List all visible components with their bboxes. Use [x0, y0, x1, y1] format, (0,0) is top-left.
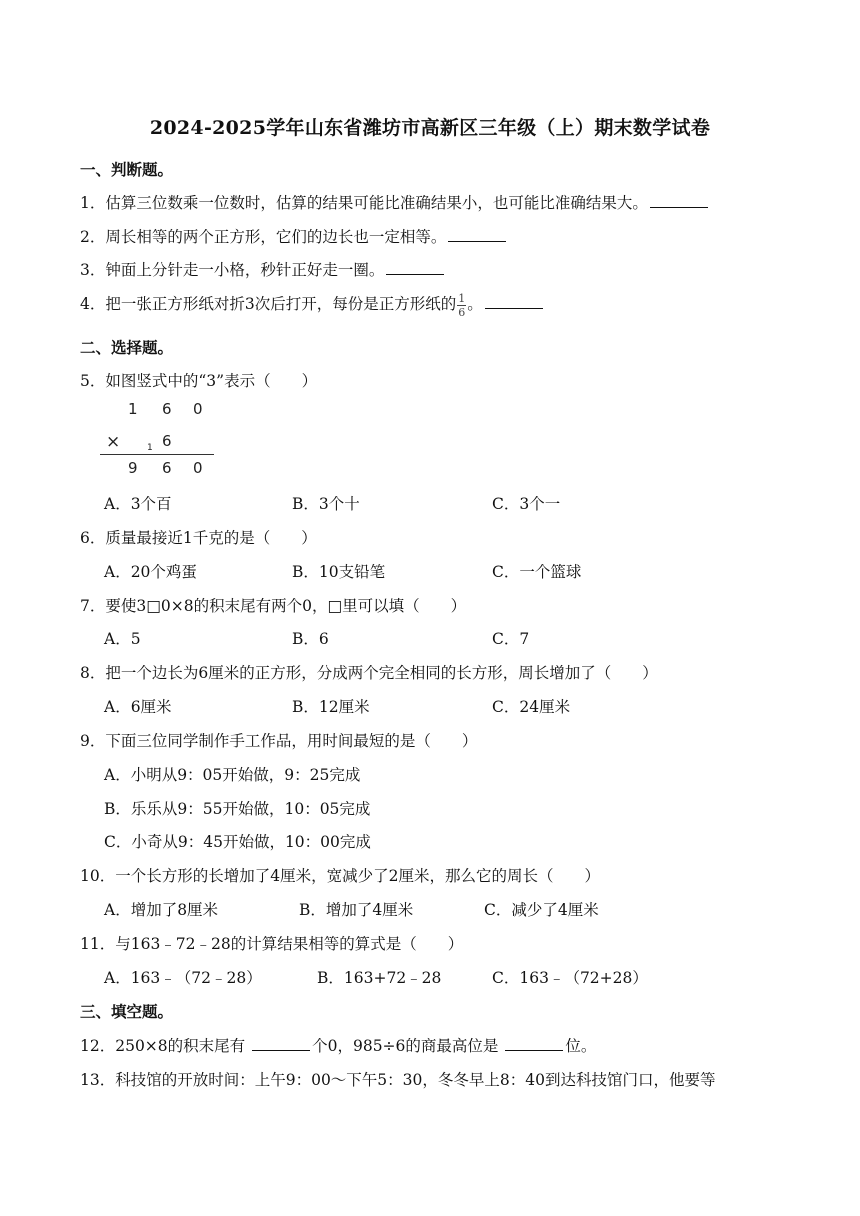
q7-option-a: A．5 [104, 630, 141, 648]
question-12-part-2: 个0，985÷6的商最高位是 [312, 1037, 499, 1055]
q6-option-c: C．一个篮球 [492, 563, 582, 581]
fraction-one-sixth [457, 293, 466, 318]
question-13: 13．科技馆的开放时间：上午9：00～下午5：30，冬冬早上8：40到达科技馆门口，他要等 [80, 1071, 716, 1089]
question-4 [80, 292, 545, 318]
question-12-part-3: 位。 [565, 1037, 597, 1055]
question-2 [80, 225, 508, 247]
section-judgement-heading: 一、判断题。 [80, 160, 174, 179]
question-11: 11．与163﹣72﹣28的计算结果相等的算式是（ ） [80, 935, 464, 953]
question-2-text: 2．周长相等的两个正方形，它们的边长也一定相等。 [80, 228, 447, 246]
q7-option-b: B．6 [292, 630, 329, 648]
section-choice-heading: 二、选择题。 [80, 338, 174, 357]
question-9: 9．下面三位同学制作手工作品，用时间最短的是（ ） [80, 732, 478, 750]
digit: 1 [128, 400, 138, 418]
q10-option-c: C．减少了4厘米 [484, 901, 599, 919]
answer-blank [386, 273, 444, 275]
q11-option-b: B．163+72﹣28 [317, 969, 442, 987]
digit: 6 [162, 400, 172, 418]
vertical-multiplication-figure [100, 396, 216, 482]
digit: 0 [193, 400, 203, 418]
question-3 [80, 258, 446, 280]
section-fill-heading: 三、填空题。 [80, 1002, 174, 1021]
answer-blank [650, 206, 708, 208]
question-3-text: 3．钟面上分针走一小格，秒针正好走一圈。 [80, 261, 385, 279]
fraction-numerator: 1 [458, 291, 466, 305]
question-1 [80, 191, 710, 213]
fraction-denominator: 6 [458, 305, 466, 319]
answer-blank [505, 1049, 563, 1051]
digit: 0 [193, 459, 203, 477]
times-sign: × [106, 432, 121, 452]
question-12 [80, 1034, 596, 1056]
question-6: 6．质量最接近1千克的是（ ） [80, 529, 317, 547]
question-7: 7．要使3□0×8的积末尾有两个0，□里可以填（ ） [80, 597, 467, 615]
q7-option-c: C．7 [492, 630, 530, 648]
digit: 6 [162, 432, 172, 450]
q5-option-b: B．3个十 [292, 495, 360, 513]
digit: 9 [128, 459, 138, 477]
q11-option-a: A．163﹣（72﹣28） [104, 969, 262, 987]
question-10: 10．一个长方形的长增加了4厘米，宽减少了2厘米，那么它的周长（ ） [80, 867, 600, 885]
question-1-text: 1．估算三位数乘一位数时，估算的结果可能比准确结果小，也可能比准确结果大。 [80, 194, 648, 212]
question-8: 8．把一个边长为6厘米的正方形，分成两个完全相同的长方形，周长增加了（ ） [80, 664, 658, 682]
q5-option-c: C．3个一 [492, 495, 561, 513]
answer-blank [448, 240, 506, 242]
q11-option-c: C．163﹣（72+28） [492, 969, 648, 987]
q8-option-b: B．12厘米 [292, 698, 370, 716]
q10-option-a: A．增加了8厘米 [104, 901, 219, 919]
question-5: 5．如图竖式中的“3”表示（ ） [80, 372, 318, 390]
question-4-text: 4．把一张正方形纸对折3次后打开，每份是正方形纸的 [80, 295, 457, 313]
answer-blank [485, 307, 543, 309]
carry-digit: 1 [147, 443, 153, 453]
page-title: 2024-2025学年山东省潍坊市高新区三年级（上）期末数学试卷 [149, 117, 711, 139]
q6-option-b: B．10支铅笔 [292, 563, 386, 581]
answer-blank [252, 1049, 310, 1051]
digit: 6 [162, 459, 172, 477]
q9-option-a: A．小明从9：05开始做，9：25完成 [104, 766, 361, 784]
question-12-part-1: 12．250×8的积末尾有 [80, 1037, 246, 1055]
q9-option-b: B．乐乐从9：55开始做，10：05完成 [104, 800, 371, 818]
q10-option-b: B．增加了4厘米 [299, 901, 414, 919]
vertical-rule [100, 454, 214, 455]
q6-option-a: A．20个鸡蛋 [104, 563, 197, 581]
q9-option-c: C．小奇从9：45开始做，10：00完成 [104, 833, 371, 851]
q8-option-a: A．6厘米 [104, 698, 172, 716]
question-4-end: 。 [467, 295, 483, 313]
q5-option-a: A．3个百 [104, 495, 172, 513]
q8-option-c: C．24厘米 [492, 698, 571, 716]
